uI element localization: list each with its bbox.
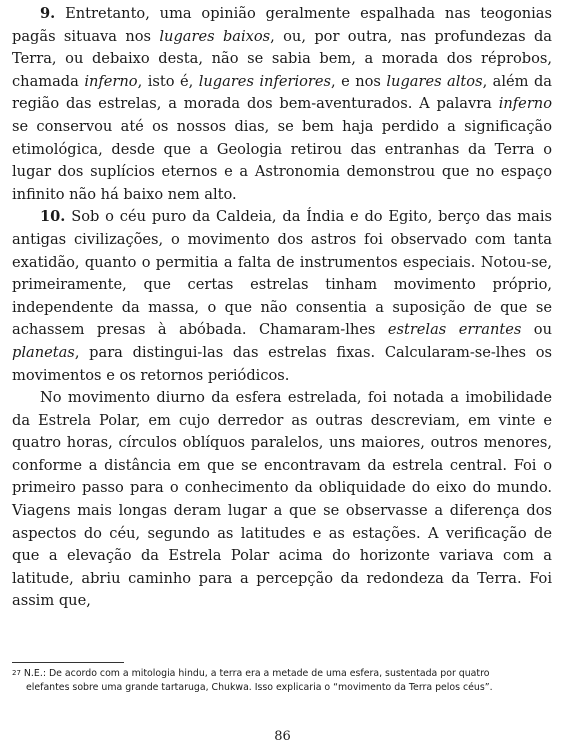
paragraph-continuation [12, 387, 552, 613]
footnote-divider [12, 662, 124, 663]
emphasis-text: inferno [84, 72, 138, 90]
text-run: , e nos [331, 72, 387, 90]
text-run: Entretanto, uma opinião geralmente espalhada nas teogonias pagãs situava nos [12, 5, 552, 45]
footnote-line-1: N.E.: De acordo com a mitologia hindu, a terra era a metade de uma esfera, sustentada por quatro [23, 668, 490, 679]
text-run: , ou, por outra, nas profundezas da Terra, ou debaixo desta, não se sabia bem, a morada dos réprobos, chamada [12, 27, 552, 90]
text-run: , além da região das estrelas, a morada dos bem-aventurados. A palavra [12, 72, 553, 113]
text-run: Sob o céu puro da Caldeia, da Índia e do Egito, berço das mais antigas civilizações, o movimento dos astros foi observado com tanta exatidão, quanto o permitia a falta de instrumentos especiais. Notou-se, primeiramente, que certas estrelas tinham movimento próprio, independente da massa, o que não consentia a suposição de que se achassem presas à abóbada. Chamaram-lhes [12, 208, 552, 339]
emphasis-text: planetas [12, 343, 75, 361]
footnote-number: 27 [12, 669, 21, 677]
emphasis-text: lugares inferiores [198, 72, 332, 90]
paragraph-9 [12, 3, 552, 206]
text-run: , isto é, [137, 72, 199, 90]
page-number: 86 [274, 729, 291, 744]
text-run: se conservou até os nossos dias, se bem haja perdido a significação etimológica, desde que a Geologia retirou das entranhas da Terra o lugar dos suplícios eternos e a Astronomia demonstrou que no espaço infinito não há baixo nem alto. [12, 117, 552, 203]
footnote-line-2: elefantes sobre uma grande tartaruga, Chukwa. Isso explicaria o “movimento da Terra pelos céus”. [26, 682, 493, 693]
paragraph-10 [12, 206, 552, 387]
body-text [12, 3, 552, 613]
text-run: ou [521, 321, 552, 339]
section-number: 10. [40, 208, 66, 226]
emphasis-text: inferno [498, 95, 552, 113]
section-number: 9. [40, 5, 56, 22]
emphasis-text: lugares baixos [159, 27, 271, 45]
footnote [12, 667, 554, 695]
emphasis-text: lugares altos [386, 72, 483, 90]
text-run: No movimento diurno da esfera estrelada, foi notada a imobilidade da Estrela Polar, em cujo derredor as outras descreviam, em vinte e quatro horas, círculos oblíquos paralelos, uns maiores, outros menores, conforme a distância em que se encontravam da estrela central. Foi o primeiro passo para o conhecimento da obliquidade do eixo do mundo. Viagens mais longas deram lugar a que se observasse a diferença dos aspectos do céu, segundo as latitudes e as estações. A verificação de que a elevação da Estrela Polar acima do horizonte variava com a latitude, abriu caminho para a percepção da redondeza da Terra. Foi assim que, [12, 389, 552, 610]
emphasis-text: estrelas errantes [387, 321, 522, 339]
text-run: , para distingui-las das estrelas fixas. Calcularam-se-lhes os movimentos e os retornos periódicos. [12, 343, 552, 384]
